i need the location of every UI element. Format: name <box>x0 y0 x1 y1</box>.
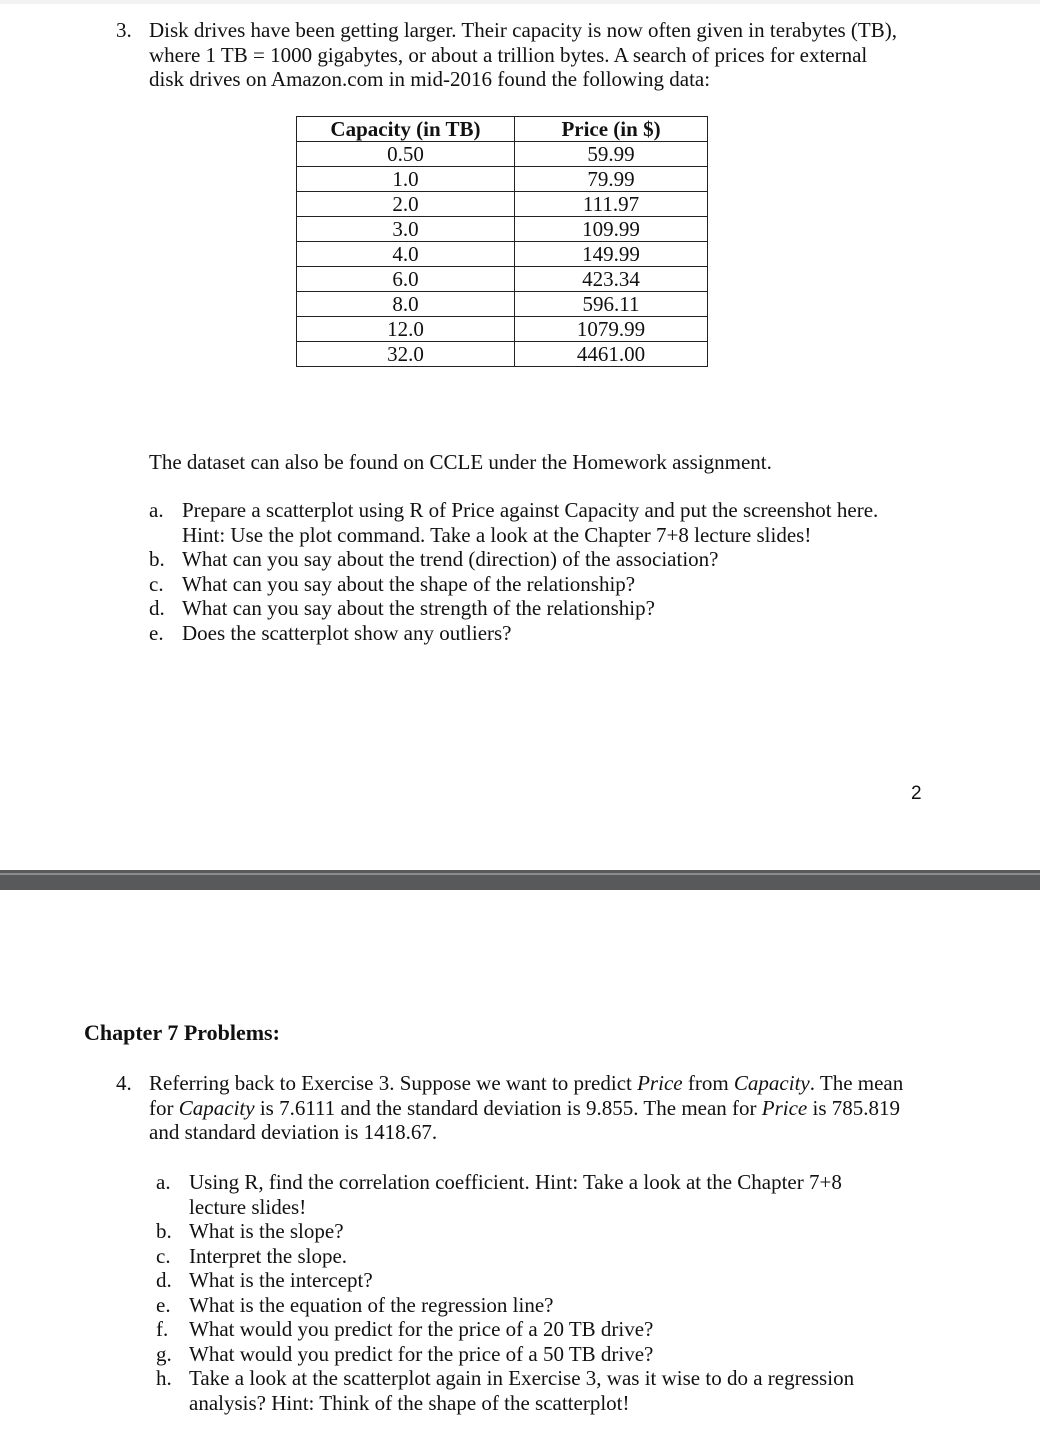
part-label: a. <box>149 498 164 522</box>
price-cell: 109.99 <box>515 217 708 242</box>
price-cell: 59.99 <box>515 142 708 167</box>
part-text <box>189 1244 916 1269</box>
part-label: d. <box>149 596 165 620</box>
table-row <box>297 142 708 167</box>
list-item <box>149 547 909 572</box>
part-text <box>189 1293 916 1318</box>
text-run: from <box>682 1071 734 1095</box>
question-4-line <box>149 1071 903 1096</box>
table-row <box>297 167 708 192</box>
table-row <box>297 292 708 317</box>
text-run: Referring back to Exercise 3. Suppose we want to predict <box>149 1071 638 1095</box>
part-line: What is the equation of the regression line? <box>189 1292 554 1317</box>
list-item <box>149 621 909 646</box>
italic-term: Price <box>637 1071 683 1095</box>
part-text <box>182 596 909 621</box>
part-label: b. <box>156 1219 172 1243</box>
part-text <box>182 621 909 646</box>
question-3-parts <box>149 498 909 645</box>
list-item <box>156 1219 916 1244</box>
text-run: . The mean <box>809 1071 904 1095</box>
part-line: What can you say about the shape of the relationship? <box>182 571 636 596</box>
dataset-note: The dataset can also be found on CCLE under the Homework assignment. <box>149 450 772 474</box>
question-4-parts <box>156 1170 916 1415</box>
part-text <box>189 1317 916 1342</box>
capacity-cell: 12.0 <box>297 317 515 342</box>
question-4-line <box>149 1096 903 1121</box>
list-item <box>149 498 909 547</box>
table-row <box>297 217 708 242</box>
part-line: Prepare a scatterplot using R of Price against Capacity and put the screenshot here. <box>182 498 879 522</box>
table-row <box>297 317 708 342</box>
part-label: b. <box>149 547 165 571</box>
chapter-heading: Chapter 7 Problems: <box>84 1020 280 1045</box>
question-3-text <box>149 18 897 92</box>
list-item <box>149 596 909 621</box>
italic-term: Capacity <box>733 1071 810 1095</box>
capacity-cell: 0.50 <box>297 142 515 167</box>
question-4-text <box>149 1071 903 1145</box>
part-line: analysis? Hint: Think of the shape of the scatterplot! <box>189 1390 630 1415</box>
list-item <box>156 1366 916 1415</box>
capacity-cell: 3.0 <box>297 217 515 242</box>
italic-term: Price <box>761 1095 808 1120</box>
part-label: a. <box>156 1170 171 1194</box>
list-item <box>156 1317 916 1342</box>
table-header-row <box>297 117 708 142</box>
part-label: g. <box>156 1341 172 1366</box>
part-label: c. <box>156 1243 171 1268</box>
part-label: e. <box>156 1292 171 1317</box>
price-cell: 149.99 <box>515 242 708 267</box>
capacity-cell: 8.0 <box>297 292 515 317</box>
page-number: 2 <box>911 783 922 804</box>
capacity-cell: 1.0 <box>297 167 515 192</box>
part-line: What can you say about the strength of the relationship? <box>182 596 655 620</box>
part-text <box>182 498 909 547</box>
part-text <box>189 1268 916 1293</box>
part-line: Take a look at the scatterplot again in Exercise 3, was it wise to do a regression <box>189 1366 855 1390</box>
question-3-number: 3. <box>116 18 132 42</box>
part-line: What is the slope? <box>189 1219 344 1243</box>
page-separator <box>0 870 1040 890</box>
list-item <box>156 1293 916 1318</box>
disk-drive-data-table <box>296 116 708 367</box>
part-label: h. <box>156 1366 172 1390</box>
part-label: c. <box>149 571 164 596</box>
question-3-line: disk drives on Amazon.com in mid-2016 found the following data: <box>149 67 711 91</box>
text-run: for <box>149 1095 179 1120</box>
price-cell: 423.34 <box>515 267 708 292</box>
part-text <box>189 1342 916 1367</box>
table-row <box>297 342 708 367</box>
part-label: d. <box>156 1268 172 1292</box>
question-3-line: where 1 TB = 1000 gigabytes, or about a trillion bytes. A search of prices for external <box>149 42 868 67</box>
capacity-cell: 32.0 <box>297 342 515 367</box>
part-line: Using R, find the correlation coefficient. Hint: Take a look at the Chapter 7+8 <box>189 1170 842 1194</box>
capacity-cell: 6.0 <box>297 267 515 292</box>
part-line: Does the scatterplot show any outliers? <box>182 620 512 645</box>
table-header-capacity: Capacity (in TB) <box>297 117 515 142</box>
part-label: f. <box>156 1317 169 1341</box>
part-line: What is the intercept? <box>189 1268 373 1292</box>
table-header-price: Price (in $) <box>515 117 708 142</box>
part-line: What can you say about the trend (direction) of the association? <box>182 547 719 571</box>
part-text <box>182 547 909 572</box>
capacity-cell: 4.0 <box>297 242 515 267</box>
list-item <box>156 1170 916 1219</box>
part-text <box>189 1170 916 1219</box>
price-cell: 596.11 <box>515 292 708 317</box>
part-line: lecture slides! <box>189 1194 307 1219</box>
table-row <box>297 192 708 217</box>
price-cell: 111.97 <box>515 192 708 217</box>
text-run: is 785.819 <box>807 1095 901 1120</box>
question-4-number: 4. <box>116 1071 132 1095</box>
question-4-line: and standard deviation is 1418.67. <box>149 1120 438 1144</box>
part-text <box>182 572 909 597</box>
price-cell: 4461.00 <box>515 342 708 367</box>
part-label: e. <box>149 620 164 645</box>
text-run: is 7.6111 and the standard deviation is 9.855. The mean for <box>254 1095 762 1120</box>
part-line: What would you predict for the price of a 50 TB drive? <box>189 1341 654 1366</box>
table-row <box>297 242 708 267</box>
part-text <box>189 1219 916 1244</box>
list-item <box>156 1244 916 1269</box>
list-item <box>156 1268 916 1293</box>
part-text <box>189 1366 916 1415</box>
list-item <box>149 572 909 597</box>
part-line: Interpret the slope. <box>189 1243 348 1268</box>
list-item <box>156 1342 916 1367</box>
italic-term: Capacity <box>178 1095 255 1120</box>
part-line: What would you predict for the price of a 20 TB drive? <box>189 1317 654 1341</box>
price-cell: 79.99 <box>515 167 708 192</box>
page-top-edge <box>0 0 1040 4</box>
table-row <box>297 267 708 292</box>
question-3-line: Disk drives have been getting larger. Their capacity is now often given in terabytes (TB), <box>149 18 898 42</box>
part-line: Hint: Use the plot command. Take a look at the Chapter 7+8 lecture slides! <box>182 522 812 547</box>
capacity-cell: 2.0 <box>297 192 515 217</box>
price-cell: 1079.99 <box>515 317 708 342</box>
